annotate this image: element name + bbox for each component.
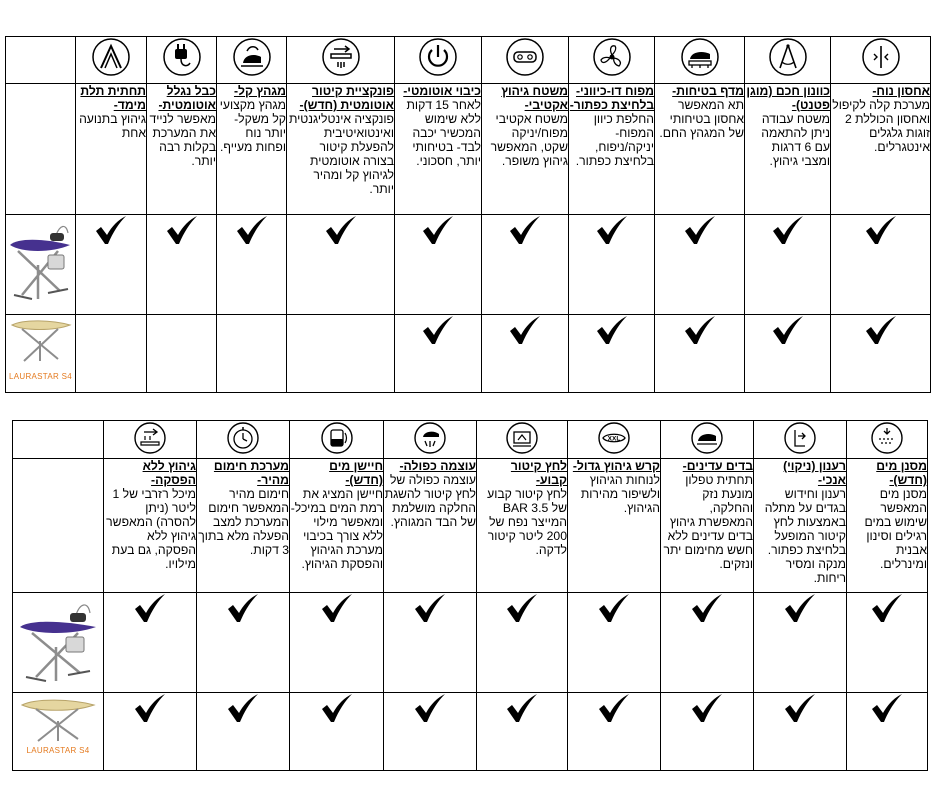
feature-icon-cell <box>482 37 569 84</box>
check-mark-icon <box>597 593 631 623</box>
check-mark-icon <box>597 693 631 723</box>
feature-check-cell <box>754 593 847 693</box>
feature-title: כוונון חכם (מוגן פטנט)- <box>746 84 830 112</box>
feature-title: מדף בטיחות- <box>672 84 744 98</box>
feature-icon-cell <box>477 421 568 459</box>
feature-description <box>290 459 384 593</box>
feature-check-cell <box>197 593 290 693</box>
feature-icon-cell <box>384 421 477 459</box>
feature-title: כבל נגלל אוטומטית- <box>158 84 216 112</box>
feature-description <box>395 84 482 215</box>
feature-text: מגהץ מקצועי קל משקל- יותר נוח ופחות מעייף. <box>219 98 286 154</box>
feature-check-cell <box>568 693 661 771</box>
compass-angle-icon <box>768 48 808 65</box>
feature-text: משטח אקטיבי מפוח/יניקה שקט, המאפשר גיהוץ משופר. <box>490 112 568 168</box>
feature-text: מערכת קלה לקיפול ואחסון הכוללת 2 זוגות גלגלים אינטגרלים. <box>832 98 930 154</box>
feature-check-cell <box>384 693 477 771</box>
feature-icon-cell <box>197 421 290 459</box>
check-mark-icon <box>320 593 354 623</box>
feature-table-2 <box>12 420 928 771</box>
feature-description <box>477 459 568 593</box>
feature-text: חיישן המציג את רמת המים במיכל- ומאפשר מילוי ללא צורך בכיבוי מערכת הגיהוץ והפסקת הגיהוץ. <box>290 487 383 571</box>
feature-text: לחץ קיטור קבוע של BAR 3.5 המייצר נפח של 200 ליטר קיטור לדקה. <box>487 487 567 557</box>
feature-icon-cell <box>847 421 928 459</box>
feature-check-cell <box>395 315 482 393</box>
feature-check-cell <box>847 693 928 771</box>
check-mark-icon <box>226 593 260 623</box>
feature-check-cell <box>661 693 754 771</box>
feature-description <box>384 459 477 593</box>
steam-pressure-icon <box>505 429 539 446</box>
feature-check-cell <box>477 593 568 693</box>
feature-check-cell <box>104 593 197 693</box>
feature-description <box>104 459 197 593</box>
ironing-board-s4-image <box>13 746 103 767</box>
water-tank-icon <box>870 429 904 446</box>
feature-text: החלפת כיוון המפוח- יניקה/ניפוח, בלחיצת כפתור. <box>575 112 654 168</box>
feature-check-cell <box>569 215 655 315</box>
ironing-board-smart-image <box>8 292 74 309</box>
check-mark-icon <box>421 315 455 345</box>
feature-title: מגהץ קל- <box>233 84 286 98</box>
feature-text: לנוחות הגיהוץ ולשיפור מהירות הגיהוץ. <box>580 473 660 515</box>
feature-check-cell <box>76 315 147 393</box>
feature-check-cell <box>217 215 287 315</box>
product-image-cell <box>13 593 104 693</box>
feature-description <box>217 84 287 215</box>
check-mark-icon <box>235 215 269 245</box>
feature-icon-cell <box>104 421 197 459</box>
icon-row <box>13 421 928 459</box>
ironing-board-s4-image <box>6 372 75 391</box>
power-icon <box>418 48 458 65</box>
check-mark-icon <box>683 315 717 345</box>
feature-icon-cell <box>147 37 217 84</box>
feature-icon-cell <box>569 37 655 84</box>
auto-steam-icon <box>321 48 361 65</box>
feature-title: גיהוץ ללא הפסקה- <box>142 459 196 487</box>
feature-check-cell <box>754 693 847 771</box>
feature-text: משטח עבודה ניתן להתאמה עם 6 דרגות ומצבי גיהוץ. <box>761 112 830 168</box>
check-mark-icon <box>771 215 805 245</box>
description-row <box>13 459 928 593</box>
product-row-smart <box>13 593 928 693</box>
feature-title: מערכת חימום מהיר- <box>213 459 289 487</box>
feature-text: גיהוץ בתנועה אחת <box>79 112 146 140</box>
ironing-board-smart-image <box>18 674 98 691</box>
feature-text: חימום מהיר המאפשר חימום המערכת למצב הפעלה מלא בתוך 3 דקות. <box>198 487 289 557</box>
check-mark-icon <box>864 315 898 345</box>
feature-icon-cell <box>287 37 395 84</box>
feature-title: משטח גיהוץ אקטיבי- <box>501 84 568 112</box>
feature-check-cell <box>147 315 217 393</box>
feature-description <box>568 459 661 593</box>
feature-check-cell <box>290 593 384 693</box>
check-mark-icon <box>508 215 542 245</box>
check-mark-icon <box>133 693 167 723</box>
feature-description <box>287 84 395 215</box>
feature-check-cell <box>287 215 395 315</box>
feature-description <box>847 459 928 593</box>
water-level-icon <box>320 429 354 446</box>
feature-description <box>661 459 754 593</box>
feature-icon-cell <box>831 37 931 84</box>
check-mark-icon <box>165 215 199 245</box>
check-mark-icon <box>508 315 542 345</box>
double-power-icon <box>413 429 447 446</box>
feature-text: תחתית טפלון מונעת נזק והחלקה, המאפשרת גיהוץ בדים עדינים ללא חשש מחימום יתר ונזקים. <box>663 473 753 571</box>
feature-text: תא המאפשר אחסון בטיחותי של המגהץ החם. <box>659 98 744 140</box>
check-mark-icon <box>421 215 455 245</box>
check-mark-icon <box>595 215 629 245</box>
feature-icon-cell <box>661 421 754 459</box>
description-row <box>6 84 931 215</box>
feature-icon-cell <box>745 37 831 84</box>
feature-title: פונקציית קיטור אוטומטית (חדש)- <box>299 84 394 112</box>
check-mark-icon <box>771 315 805 345</box>
feature-text: מאפשר לנייד את המערכת בקלות רבה יותר. <box>149 112 216 168</box>
feature-check-cell <box>482 315 569 393</box>
feature-title: קרש גיהוץ גדול- <box>572 459 660 473</box>
product-image-cell <box>13 693 104 771</box>
feature-description <box>569 84 655 215</box>
feature-icon-cell <box>217 37 287 84</box>
feature-check-cell <box>568 593 661 693</box>
feature-text: פונקציה אינטליגנטית ואינטואיטיבית להפעלת קיטור בצורה אוטומטית לגיהוץ קל ומהיר יותר. <box>288 112 394 196</box>
feature-check-cell <box>76 215 147 315</box>
feature-icon-cell <box>754 421 847 459</box>
feature-icon-cell <box>290 421 384 459</box>
iron-rest-icon <box>680 48 720 65</box>
feature-icon-cell <box>395 37 482 84</box>
timer-3min-icon <box>226 429 260 446</box>
corner-cell <box>6 84 76 215</box>
3d-ironing-icon <box>91 48 131 65</box>
check-mark-icon <box>320 693 354 723</box>
icon-row <box>6 37 931 84</box>
plug-cable-icon <box>162 48 202 65</box>
feature-check-cell <box>384 593 477 693</box>
refresh-icon <box>783 429 817 446</box>
svg-text:XXL: XXL <box>607 435 621 443</box>
check-mark-icon <box>783 693 817 723</box>
product-image-cell <box>6 215 76 315</box>
feature-title: מפוח דו-כיווני- בלחיצת כפתור- <box>569 84 654 112</box>
feature-check-cell <box>745 315 831 393</box>
feature-description <box>745 84 831 215</box>
check-mark-icon <box>783 593 817 623</box>
xxl-board-icon <box>597 429 631 446</box>
feature-description <box>482 84 569 215</box>
feature-check-cell <box>661 593 754 693</box>
product-image-cell <box>6 315 76 393</box>
check-mark-icon <box>595 315 629 345</box>
corner-cell <box>13 421 104 459</box>
feature-text: מיכל רזרבי של 1 ליטר (ניתן להסרה) המאפשר גיהוץ ללא הפסקה, גם בעת מילויו. <box>106 487 196 571</box>
feature-check-cell <box>147 215 217 315</box>
feature-check-cell <box>482 215 569 315</box>
feature-text: עוצמה כפולה של לחץ קיטור להשגת החלקה מושלמת של הבד המגוהץ. <box>384 473 476 529</box>
s4-logo-text: LAURASTAR S4 <box>26 746 90 755</box>
feature-title: תחתית תלת מימד- <box>80 84 146 112</box>
continuous-ironing-icon <box>133 429 167 446</box>
feature-check-cell <box>197 693 290 771</box>
feature-icon-cell <box>568 421 661 459</box>
corner-cell <box>13 459 104 593</box>
product-row-smart <box>6 215 931 315</box>
feature-title: עוצמה כפולה- <box>399 459 476 473</box>
feature-check-cell <box>847 593 928 693</box>
feature-check-cell <box>217 315 287 393</box>
feature-icon-cell <box>76 37 147 84</box>
corner-cell <box>6 37 76 84</box>
feature-title: בדים עדינים- <box>682 459 753 473</box>
feature-check-cell <box>477 693 568 771</box>
feature-title: חיישן מים (חדש)- <box>329 459 383 487</box>
feature-description <box>76 84 147 215</box>
light-iron-icon <box>232 48 272 65</box>
active-board-icon <box>505 48 545 65</box>
feature-check-cell <box>395 215 482 315</box>
feature-title: מסנן מים (חדש)- <box>876 459 927 487</box>
product-row-s4 <box>13 693 928 771</box>
feature-check-cell <box>655 315 745 393</box>
check-mark-icon <box>94 215 128 245</box>
check-mark-icon <box>690 593 724 623</box>
check-mark-icon <box>683 215 717 245</box>
check-mark-icon <box>413 693 447 723</box>
check-mark-icon <box>413 593 447 623</box>
feature-check-cell <box>655 215 745 315</box>
feature-description <box>197 459 290 593</box>
feature-text: מסנן מים המאפשר שימוש במים רגילים וסינון אבנית ומינרלים. <box>864 487 927 571</box>
check-mark-icon <box>864 215 898 245</box>
feature-description <box>655 84 745 215</box>
feature-description <box>147 84 217 215</box>
check-mark-icon <box>324 215 358 245</box>
feature-check-cell <box>569 315 655 393</box>
soft-iron-icon <box>690 429 724 446</box>
feature-title: רענון (ניקוי) אנכי- <box>783 459 846 487</box>
feature-check-cell <box>745 215 831 315</box>
fan-icon <box>592 48 632 65</box>
feature-text: רענון וחידוש בגדים על מתלה באמצעות לחץ קיטור המופעל בלחיצת כפתור. מנקה ומסיר ריחות. <box>764 487 846 585</box>
feature-text: לאחר 15 דקות ללא שימוש המכשיר יכבה לבד- בטיחותי יותר, חסכוני. <box>406 98 481 168</box>
check-mark-icon <box>133 593 167 623</box>
feature-description <box>831 84 931 215</box>
check-mark-icon <box>690 693 724 723</box>
feature-check-cell <box>290 693 384 771</box>
feature-description <box>754 459 847 593</box>
check-mark-icon <box>870 593 904 623</box>
feature-check-cell <box>831 315 931 393</box>
shield-lock-icon <box>861 48 901 65</box>
check-mark-icon <box>505 593 539 623</box>
check-mark-icon <box>870 693 904 723</box>
feature-table-1 <box>5 36 931 393</box>
feature-check-cell <box>104 693 197 771</box>
check-mark-icon <box>505 693 539 723</box>
feature-title: לחץ קיטור קבוע- <box>510 459 567 487</box>
feature-check-cell <box>831 215 931 315</box>
s4-logo-text: LAURASTAR S4 <box>8 372 73 381</box>
feature-check-cell <box>287 315 395 393</box>
feature-icon-cell <box>655 37 745 84</box>
feature-title: כיבוי אוטומטי- <box>403 84 481 98</box>
feature-title: אחסון נוח- <box>872 84 930 98</box>
product-row-s4 <box>6 315 931 393</box>
check-mark-icon <box>226 693 260 723</box>
